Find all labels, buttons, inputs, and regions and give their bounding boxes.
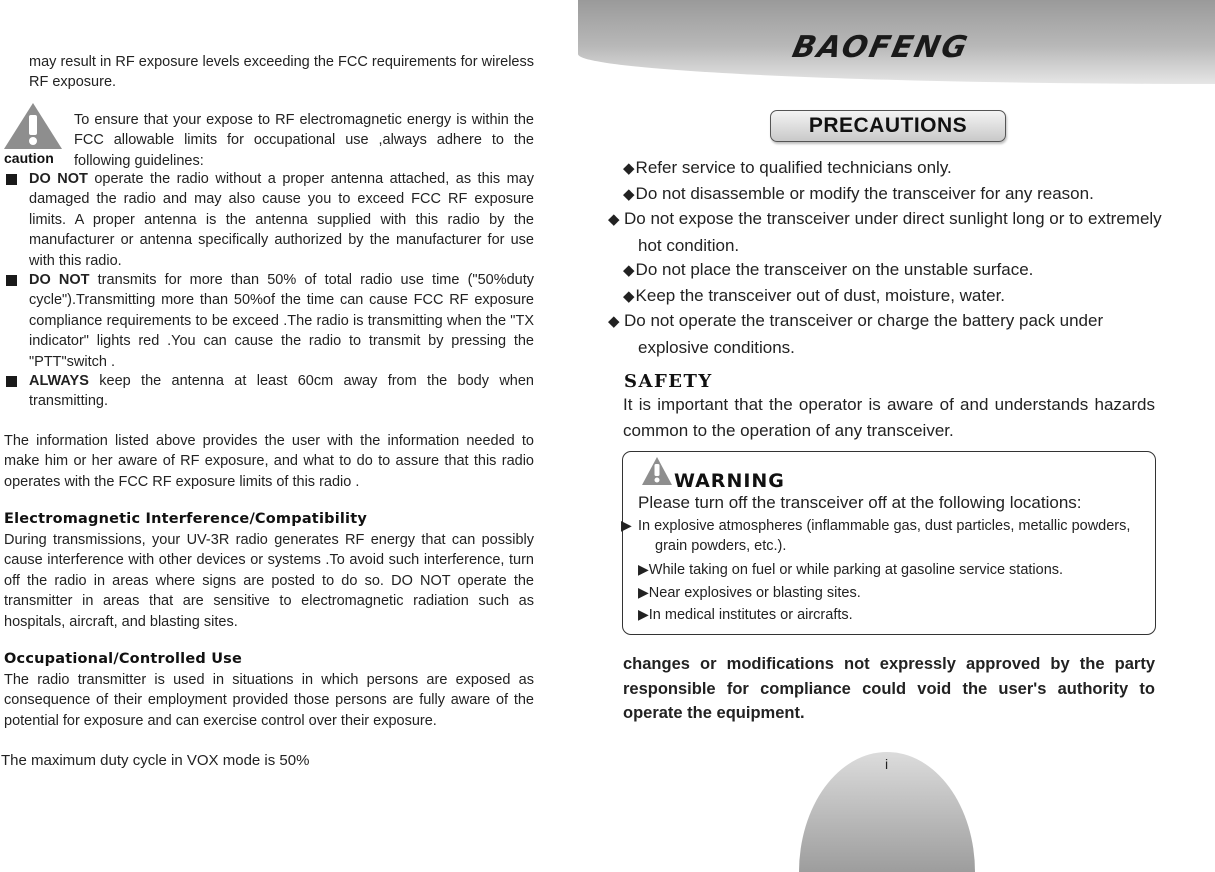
warning-intro: Please turn off the transceiver off at the following locations: [638, 493, 1082, 512]
bullet-square-icon [6, 174, 17, 185]
diamond-bullet-icon: ◆ [623, 262, 635, 279]
precaution-item: ◆Keep the transceiver out of dust, moisture, water. [623, 283, 1158, 310]
warning-item: ▶While taking on fuel or while parking at gasoline service stations. [638, 561, 1064, 578]
occupational-paragraph: The radio transmitter is used in situations in which persons are exposed as consequence of their employment provided those persons are fully aware of the potential for exposure and can exercise control over their exposure. [4, 672, 534, 729]
bullet-2-lead: DO NOT [29, 272, 90, 288]
caution-label: caution [4, 150, 54, 166]
bullet-1-lead: DO NOT [29, 171, 88, 187]
vox-note: The maximum duty cycle in VOX mode is 50% [1, 752, 310, 769]
precaution-item: ◆ Do not operate the transceiver or charge the battery pack under explosive conditions. [608, 311, 1104, 357]
diamond-bullet-icon: ◆ [623, 160, 635, 177]
precaution-item: ◆Refer service to qualified technicians only. [623, 155, 1158, 182]
emi-paragraph: During transmissions, your UV-3R radio generates RF energy that can possibly cause interference with other devices or systems .To avoid such interference, turn off the radio in areas where signs are posted to do so. DO NOT operate the transmitter in areas that are sensitive to electromagnetic radiation such as hospitals, aircraft, and blasting sites. [4, 532, 534, 630]
bullet-3-text: keep the antenna at least 60cm away from the body when transmitting. [29, 373, 534, 410]
bullet-3 [29, 371, 534, 412]
arrow-bullet-icon: ▶ [638, 561, 649, 577]
left-page [0, 0, 540, 803]
intro-text: may result in RF exposure levels exceeding the FCC requirements for wireless RF exposure. [29, 54, 534, 91]
safety-text: It is important that the operator is aware of and understands hazards common to the operation of any transceiver. [623, 395, 1155, 440]
diamond-bullet-icon: ◆ [623, 186, 635, 203]
safety-heading: SAFETY [624, 371, 713, 392]
warning-item: ▶In medical institutes or aircrafts. [638, 606, 853, 623]
warning-item: In explosive atmospheres (inflammable gas, dust particles, metallic powders, grain powders, etc.). [638, 518, 1131, 554]
precautions-title: PRECAUTIONS [808, 114, 968, 137]
caution-icon [2, 101, 64, 151]
brand-logo: BAOFENG [789, 30, 973, 65]
diamond-bullet-icon: ◆ [623, 288, 635, 305]
arrow-bullet-icon: ▶ [638, 584, 649, 600]
bullet-square-icon [6, 376, 17, 387]
page-number: i [885, 756, 889, 772]
warning-heading: WARNING [674, 470, 785, 492]
bullet-1-text: operate the radio without a proper antenna attached, as this may damaged the radio and may also cause you to exceed FCC RF exposure limits. A proper antenna is the antenna supplied with this radio by the manufacturer or antenna specifically authorized by the manufacturer for use with this radio. [29, 171, 534, 269]
caution-text: To ensure that your expose to RF electromagnetic energy is within the FCC allowable limits for occupational use ,always adhere to the following guidelines: [74, 112, 534, 169]
bullet-3-lead: ALWAYS [29, 373, 89, 389]
precaution-item: ◆ Do not expose the transceiver under direct sunlight long or to extremely hot condition. [608, 209, 1162, 255]
bullet-2-text: transmits for more than 50% of total radio use time ("50%duty cycle").Transmitting more than 50%of the time can cause FCC RF exposure compliance requirements to be exceed .The radio is transmitting when the "TX indicator" lights red .You can cause the radio to transmit by pressing the "PTT"switch . [29, 272, 534, 370]
arrow-bullet-icon: ▶ [638, 606, 649, 622]
bullet-1 [29, 169, 534, 271]
warning-icon [641, 456, 673, 486]
info-paragraph: The information listed above provides the user with the information needed to make him or her aware of RF exposure, and what to do to assure that this radio operates with the FCC RF exposure limits of this radio . [4, 433, 534, 490]
emi-heading: Electromagnetic Interference/Compatibility [4, 511, 367, 527]
precaution-item: ◆Do not place the transceiver on the unstable surface. [623, 257, 1158, 284]
occupational-heading: Occupational/Controlled Use [4, 651, 243, 667]
bullet-square-icon [6, 275, 17, 286]
compliance-notice: changes or modifications not expressly approved by the party responsible for compliance could void the user's authority to operate the equipment. [623, 655, 1155, 722]
bullet-2 [29, 270, 534, 372]
precautions-title-box [770, 110, 1006, 142]
precaution-item: ◆Do not disassemble or modify the transceiver for any reason. [623, 181, 1158, 208]
warning-item: ▶Near explosives or blasting sites. [638, 584, 861, 601]
